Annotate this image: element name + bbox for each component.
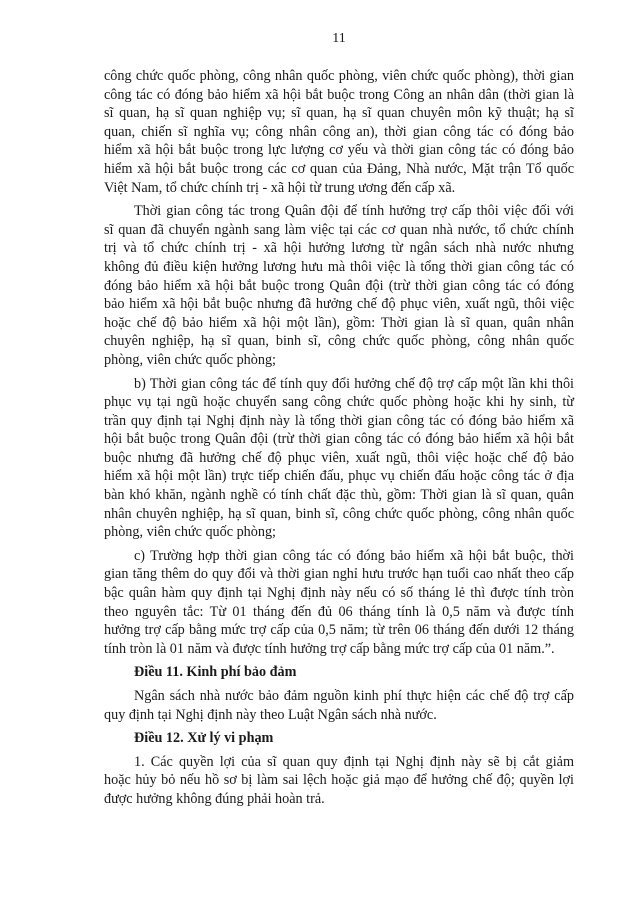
paragraph-line: chuyên nghiệp, hạ sĩ quan, binh sĩ, công chức quốc phòng, công nhân quốc xyxy=(104,333,574,350)
paragraph-line: phòng, viên chức quốc phòng; xyxy=(104,351,276,368)
paragraph-line: quy định tại Nghị định này theo Luật Ngân sách nhà nước. xyxy=(104,706,437,723)
paragraph xyxy=(104,67,574,197)
paragraph xyxy=(104,547,574,659)
paragraph-line: hiểm xã hội bắt buộc trong các cơ quan của Đảng, Nhà nước, Mặt trận Tổ quốc xyxy=(104,160,574,177)
document-body xyxy=(104,67,574,809)
paragraph-line: bàn khó khăn, ngành nghề có tính chất đặc thù, gồm: Thời gian là sĩ quan, quân xyxy=(104,487,574,504)
article-heading xyxy=(104,663,574,682)
paragraph-line: sĩ quan, hạ sĩ quan nghiệp vụ; sĩ quan, hạ sĩ quan chuyên môn kỹ thuật; hạ sĩ xyxy=(104,105,574,122)
article-heading xyxy=(104,729,574,748)
paragraph-line: hoặc chế độ bảo hiểm xã hội một lần), gồm: Thời gian là sĩ quan, quân nhân xyxy=(104,314,574,331)
paragraph-line: phòng, viên chức quốc phòng; xyxy=(104,524,276,541)
paragraph xyxy=(104,202,574,369)
paragraph-line: hưởng trợ cấp bằng mức trợ cấp của 0,5 năm; từ trên 06 tháng đến dưới 12 tháng xyxy=(104,622,574,639)
paragraph-line: quan, chiến sĩ nghĩa vụ; công nhân công an), thời gian công tác có đóng bảo xyxy=(104,123,574,140)
paragraph-line: bậc quân hàm quy định tại Nghị định này nếu có số tháng lẻ thì được tính tròn xyxy=(104,585,574,602)
paragraph-line: công chức quốc phòng, công nhân quốc phòng, viên chức quốc phòng), thời gian xyxy=(104,68,574,84)
paragraph-line: đóng bảo hiểm xã hội bắt buộc trong Quân đội (trừ thời gian công tác có đóng xyxy=(104,277,574,294)
paragraph-line: tính tròn là 01 năm và được tính hưởng trợ cấp bằng mức trợ cấp của 01 năm.”. xyxy=(104,640,555,657)
paragraph-line: Thời gian công tác trong Quân đội để tính hưởng trợ cấp thôi việc đối với xyxy=(134,203,574,220)
paragraph-line: 1. Các quyền lợi của sĩ quan quy định tại Nghị định này sẽ bị cắt giảm xyxy=(134,753,574,770)
paragraph-line: Ngân sách nhà nước bảo đảm nguồn kinh phí thực hiện các chế độ trợ cấp xyxy=(134,688,574,704)
paragraph-line: hiểm xã hội bắt buộc trong lực lượng cơ yếu và thời gian công tác có đóng bảo xyxy=(104,142,574,159)
paragraph-line: gian tăng thêm do quy đổi và thời gian nghỉ hưu trước hạn tuổi cao nhất theo cấp xyxy=(104,566,574,583)
paragraph-line: sĩ quan đã chuyển ngành sang làm việc tại các cơ quan nhà nước, tổ chức chính xyxy=(104,221,574,238)
paragraph-line: được hưởng không đúng phải hoàn trả. xyxy=(104,790,325,807)
paragraph-line: nhân chuyên nghiệp, hạ sĩ quan, binh sĩ, công chức quốc phòng, công nhân quốc xyxy=(104,505,574,522)
paragraph-line: trần quy định tại Nghị định này là tổng thời gian công tác có đóng bảo hiểm xã xyxy=(104,412,574,429)
paragraph-line: hoặc hủy bỏ nếu hồ sơ bị làm sai lệch hoặc giả mạo để hưởng chế độ; quyền lợi xyxy=(104,772,574,789)
paragraph-line: phục vụ tại ngũ hoặc chuyển sang công chức quốc phòng hoặc khi hy sinh, từ xyxy=(104,394,574,411)
paragraph xyxy=(104,687,574,724)
paragraph-line: c) Trường hợp thời gian công tác có đóng bảo hiểm xã hội bắt buộc, thời xyxy=(134,547,574,564)
page-number: 11 xyxy=(332,31,346,46)
paragraph-line: bảo hiểm xã hội bắt buộc nhưng đã hưởng chế độ phục viên, xuất ngũ, thôi việc xyxy=(104,296,574,313)
paragraph xyxy=(104,753,574,809)
paragraph xyxy=(104,375,574,542)
heading-text: Điều 12. Xử lý vi phạm xyxy=(134,730,274,747)
paragraph-line: b) Thời gian công tác để tính quy đổi hưởng chế độ trợ cấp một lần khi thôi xyxy=(134,375,574,392)
paragraph-line: trị và tổ chức chính trị - xã hội hưởng lương từ ngân sách nhà nước nhưng xyxy=(104,240,574,257)
paragraph-line: Việt Nam, tổ chức chính trị - xã hội từ trung ương đến cấp xã. xyxy=(104,179,456,196)
paragraph-line: theo nguyên tắc: Từ 01 tháng đến đủ 06 tháng tính là 0,5 năm và được tính xyxy=(104,603,574,620)
paragraph-line: hội bắt buộc trong Quân đội (trừ thời gian công tác có đóng bảo hiểm xã hội bắt xyxy=(104,431,574,448)
paragraph-line: buộc nhưng đã hưởng chế độ phục viên, xuất ngũ, thôi việc hoặc chế độ bảo xyxy=(104,449,574,466)
heading-text: Điều 11. Kinh phí bảo đảm xyxy=(134,664,297,681)
paragraph-line: công tác có đóng bảo hiểm xã hội bắt buộc trong Công an nhân dân (thời gian là xyxy=(104,86,574,103)
paragraph-line: không đủ điều kiện hưởng lương hưu mà thôi việc là tổng thời gian công tác có xyxy=(104,258,574,275)
paragraph-line: hiểm xã hội một lần) trực tiếp chiến đấu, phục vụ chiến đấu hoặc công tác ở địa xyxy=(104,468,574,485)
